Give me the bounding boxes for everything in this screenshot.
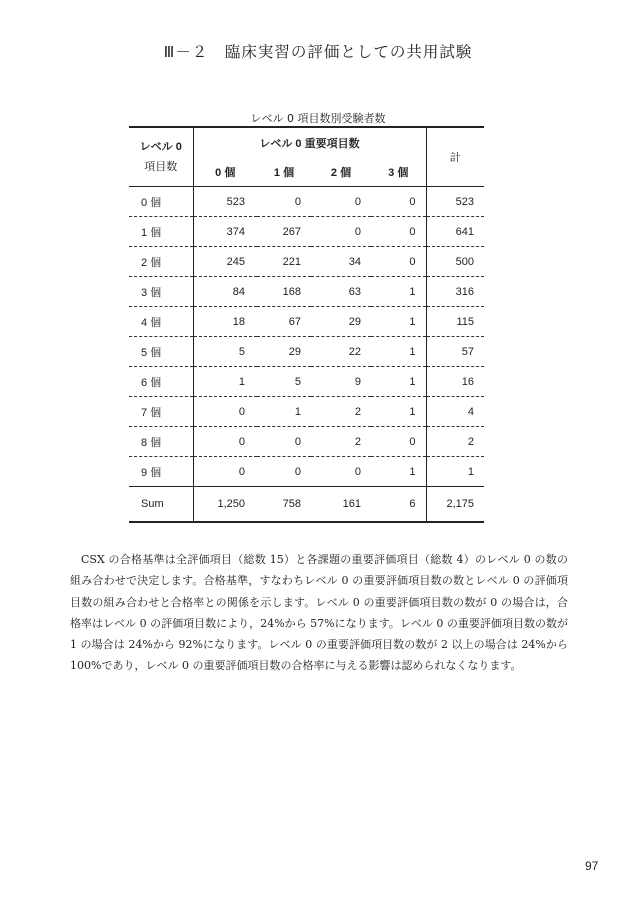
row-label: 6 個 <box>129 367 193 397</box>
total-header: 計 <box>426 127 484 187</box>
row-total: 16 <box>426 367 484 397</box>
cell-value: 1 <box>371 457 426 487</box>
cell-value: 1,250 <box>193 487 257 523</box>
cell-value: 2 <box>311 427 371 457</box>
row-total: 2,175 <box>426 487 484 523</box>
row-label: 3 個 <box>129 277 193 307</box>
cell-value: 5 <box>193 337 257 367</box>
cell-value: 1 <box>371 337 426 367</box>
cell-value: 0 <box>193 427 257 457</box>
cell-value: 34 <box>311 247 371 277</box>
cell-value: 0 <box>257 187 311 217</box>
row-total: 2 <box>426 427 484 457</box>
row-total: 500 <box>426 247 484 277</box>
row-label: 9 個 <box>129 457 193 487</box>
cell-value: 5 <box>257 367 311 397</box>
cell-value: 63 <box>311 277 371 307</box>
cell-value: 1 <box>257 397 311 427</box>
header-row-1 <box>129 127 484 158</box>
cell-value: 29 <box>257 337 311 367</box>
row-label: 5 個 <box>129 337 193 367</box>
table-row <box>129 337 484 367</box>
row-label: 4 個 <box>129 307 193 337</box>
row-total: 4 <box>426 397 484 427</box>
cell-value: 0 <box>311 217 371 247</box>
table-row <box>129 247 484 277</box>
cell-value: 22 <box>311 337 371 367</box>
row-label: 2 個 <box>129 247 193 277</box>
cell-value: 758 <box>257 487 311 523</box>
cell-value: 67 <box>257 307 311 337</box>
cell-value: 2 <box>311 397 371 427</box>
table-caption: レベル 0 項目数別受験者数 <box>250 112 386 125</box>
corner-header-line2: 項目数 <box>144 161 178 173</box>
sum-row <box>129 487 484 523</box>
cell-value: 1 <box>371 277 426 307</box>
cell-value: 221 <box>257 247 311 277</box>
section-heading: Ⅲ－２ 臨床実習の評価としての共用試験 <box>163 43 473 61</box>
column-header-1: 1 個 <box>273 167 295 179</box>
cell-value: 0 <box>371 427 426 457</box>
table-row <box>129 457 484 487</box>
examinee-count-table <box>129 126 484 523</box>
cell-value: 245 <box>193 247 257 277</box>
cell-value: 1 <box>371 307 426 337</box>
table-row <box>129 367 484 397</box>
column-header-3: 3 個 <box>371 158 426 187</box>
cell-value: 84 <box>193 277 257 307</box>
level0-important-header: レベル 0 重要項目数 <box>193 127 426 158</box>
cell-value: 0 <box>371 217 426 247</box>
column-header-0: 0 個 <box>215 167 236 179</box>
cell-value: 9 <box>311 367 371 397</box>
table-row <box>129 277 484 307</box>
row-total: 641 <box>426 217 484 247</box>
corner-header <box>129 127 193 187</box>
cell-value: 161 <box>311 487 371 523</box>
cell-value: 523 <box>193 187 257 217</box>
table-row <box>129 187 484 217</box>
cell-value: 267 <box>257 217 311 247</box>
cell-value: 0 <box>193 457 257 487</box>
cell-value: 374 <box>193 217 257 247</box>
table-row <box>129 307 484 337</box>
cell-value: 0 <box>311 457 371 487</box>
row-total: 115 <box>426 307 484 337</box>
explanatory-paragraph: CSX の合格基準は全評価項目（総数 15）と各課題の重要評価項目（総数 4）のレベル 0 の数の組み合わせで決定します。合格基準，すなわちレベル 0 の重要評価項目数の数とレベル 0 の評価項目数の組み合わせと合格率との関係を示します。レベル 0 の重要評価項目数の数が 0 の場合は，合格率はレベル 0 の評価項目数により，24%から 57%になります。レベル 0 の重要評価項目数の数が 1 の場合は 24%から 92%になります。レベル 0 の重要評価項目数の数が 2 以上の場合は 24%から 100%であり，レベル 0 の重要評価項目数の合格率に与える影響は認められなくなります。 <box>70 553 568 673</box>
row-total: 316 <box>426 277 484 307</box>
cell-value: 29 <box>311 307 371 337</box>
cell-value: 0 <box>371 247 426 277</box>
cell-value: 168 <box>257 277 311 307</box>
cell-value: 0 <box>371 187 426 217</box>
corner-header-line1: レベル 0 <box>139 141 182 153</box>
table-row <box>129 397 484 427</box>
row-label: Sum <box>129 487 193 523</box>
cell-value: 0 <box>257 427 311 457</box>
cell-value: 1 <box>371 367 426 397</box>
table-row <box>129 427 484 457</box>
row-label: 1 個 <box>129 217 193 247</box>
cell-value: 6 <box>371 487 426 523</box>
cell-value: 0 <box>193 397 257 427</box>
row-label: 7 個 <box>129 397 193 427</box>
cell-value: 18 <box>193 307 257 337</box>
row-label: 0 個 <box>129 187 193 217</box>
row-label: 8 個 <box>129 427 193 457</box>
row-total: 523 <box>426 187 484 217</box>
cell-value: 0 <box>257 457 311 487</box>
table-row <box>129 217 484 247</box>
cell-value: 0 <box>311 187 371 217</box>
cell-value: 1 <box>193 367 257 397</box>
row-total: 57 <box>426 337 484 367</box>
page-number: 97 <box>585 859 599 873</box>
table-body <box>129 187 484 523</box>
row-total: 1 <box>426 457 484 487</box>
cell-value: 1 <box>371 397 426 427</box>
column-header-2: 2 個 <box>330 167 352 179</box>
